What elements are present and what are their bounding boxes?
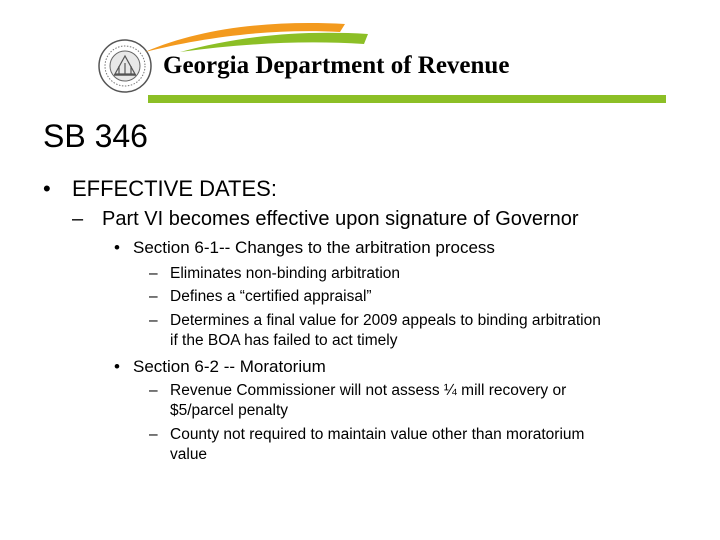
bullet-part-vi: Part VI becomes effective upon signature of Governor <box>102 208 579 230</box>
department-title: Georgia Department of Revenue <box>163 52 510 79</box>
dash-icon: – <box>149 426 158 443</box>
list-item: Revenue Commissioner will not assess ¼ mill recovery or <box>170 382 567 399</box>
list-item-continuation: if the BOA has failed to act timely <box>170 332 398 349</box>
slide-title: SB 346 <box>43 118 148 154</box>
dash-icon: – <box>72 208 84 230</box>
bullet-section-6-1: Section 6-1-- Changes to the arbitration process <box>133 238 495 257</box>
header-rule <box>148 95 666 103</box>
bullet-icon: • <box>114 357 120 376</box>
dash-icon: – <box>149 382 158 399</box>
list-item-continuation: $5/parcel penalty <box>170 402 289 419</box>
list-item: County not required to maintain value other than moratorium <box>170 426 585 443</box>
dash-icon: – <box>149 265 158 282</box>
list-item: Eliminates non-binding arbitration <box>170 265 401 282</box>
dash-icon: – <box>149 312 158 329</box>
bullet-icon: • <box>43 176 51 201</box>
slide-header <box>0 0 720 110</box>
list-item: Defines a “certified appraisal” <box>170 288 372 305</box>
list-item: Determines a final value for 2009 appeals to binding arbitration <box>170 312 601 329</box>
bullet-section-6-2: Section 6-2 -- Moratorium <box>133 357 326 376</box>
bullet-effective-dates: EFFECTIVE DATES: <box>72 176 277 201</box>
bullet-icon: • <box>114 238 120 257</box>
dash-icon: – <box>149 288 158 305</box>
list-item-continuation: value <box>170 446 208 463</box>
